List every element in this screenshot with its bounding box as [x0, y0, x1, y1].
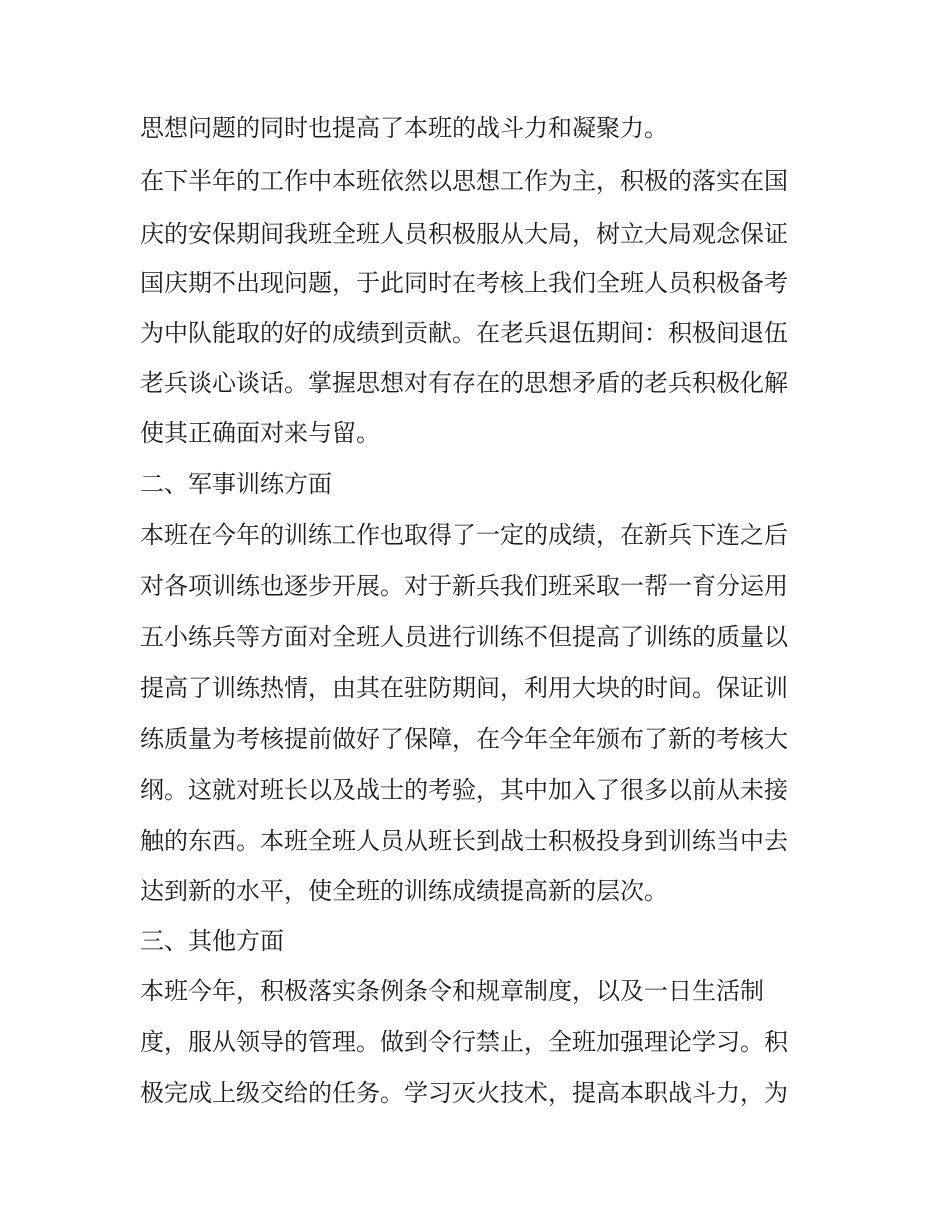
paragraph-line: 本班在今年的训练工作也取得了一定的成绩，在新兵下连之后 [140, 521, 788, 549]
paragraph-line: 极完成上级交给的任务。学习灭火技术，提高本职战斗力，为 [140, 1079, 788, 1107]
paragraph-line: 纲。这就对班长以及战士的考验，其中加入了很多以前从未接 [140, 776, 788, 804]
paragraph-line: 庆的安保期间我班全班人员积极服从大局，树立大局观念保证 [140, 220, 788, 248]
paragraph-line: 提高了训练热情，由其在驻防期间，利用大块的时间。保证训 [140, 674, 788, 702]
paragraph-line: 度，服从领导的管理。做到令行禁止，全班加强理论学习。积 [140, 1028, 788, 1056]
paragraph-line: 在下半年的工作中本班依然以思想工作为主，积极的落实在国 [140, 167, 788, 195]
paragraph-line: 国庆期不出现问题，于此同时在考核上我们全班人员积极备考 [140, 269, 788, 297]
paragraph-line: 五小练兵等方面对全班人员进行训练不但提高了训练的质量以 [140, 623, 788, 651]
paragraph-line: 触的东西。本班全班人员从班长到战士积极投身到训练当中去 [140, 827, 788, 855]
paragraph-line: 使其正确面对来与留。 [140, 419, 380, 447]
paragraph-line: 本班今年，积极落实条例条令和规章制度，以及一日生活制 [140, 977, 764, 1005]
paragraph-line: 思想问题的同时也提高了本班的战斗力和凝聚力。 [140, 114, 668, 142]
paragraph-line: 为中队能取的好的成绩到贡献。在老兵退伍期间：积极间退伍 [140, 319, 788, 347]
paragraph-line: 老兵谈心谈话。掌握思想对有存在的思想矛盾的老兵积极化解 [140, 369, 788, 397]
section-heading: 三、其他方面 [140, 927, 284, 955]
paragraph-line: 对各项训练也逐步开展。对于新兵我们班采取一帮一育分运用 [140, 572, 788, 600]
paragraph-line: 练质量为考核提前做好了保障，在今年全年颁布了新的考核大 [140, 725, 788, 753]
paragraph-line: 达到新的水平，使全班的训练成绩提高新的层次。 [140, 877, 668, 905]
section-heading: 二、军事训练方面 [140, 470, 332, 498]
